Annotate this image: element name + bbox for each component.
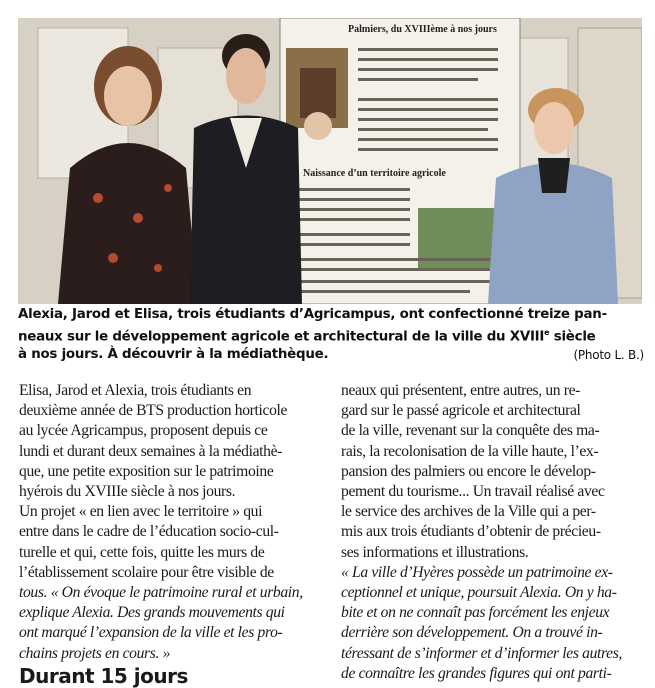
article-line: mis aux trois étudiants d’obtenir de précieu-	[341, 523, 601, 541]
photo-credit: (Photo L. B.)	[573, 348, 644, 363]
article-line: turelle et qui, cette fois, quitte les murs de	[19, 543, 265, 561]
article-line: de la ville, revenant sur la conquête des ma-	[341, 422, 600, 440]
article-line: téressant de s’informer et d’informer les autres,	[341, 644, 622, 662]
article-line: gard sur le passé agricole et architectural	[341, 402, 581, 420]
article-line: tous. « On évoque le patrimoine rural et urbain,	[19, 584, 303, 602]
article-line: deuxième année de BTS production horticole	[19, 402, 288, 420]
article-line: lundi et durant deux semaines à la médiathè-	[19, 442, 283, 460]
article-line: bite et on ne connaît pas forcément les enjeux	[341, 604, 610, 622]
article-line: ses informations et illustrations.	[341, 543, 529, 561]
article-line: pement du tourisme... Un travail réalisé avec	[341, 483, 605, 501]
photo-caption	[18, 306, 644, 364]
caption-line-2: neaux sur le développement agricole et architectural de la ville du XVIIIe siècle	[18, 328, 596, 345]
poster-heading: Palmiers, du XVIIIème à nos jours	[348, 24, 497, 35]
article-line: pansion des palmiers ou encore le dévelop-	[341, 462, 596, 480]
article-line: derrière son développement. On a trouvé in-	[341, 624, 603, 642]
article-line: de connaître les grandes figures qui ont parti-	[341, 664, 612, 682]
article-photo	[18, 18, 642, 304]
article-line: Elisa, Jarod et Alexia, trois étudiants en	[19, 382, 252, 399]
article-column-right	[341, 381, 645, 684]
article-line: au lycée Agricampus, proposent depuis ce	[19, 422, 268, 440]
caption-line-1: Alexia, Jarod et Elisa, trois étudiants d’Agricampus, ont confectionné treize pan-	[18, 307, 607, 322]
article-line: explique Alexia. Des grands mouvements qui	[19, 604, 285, 622]
article-line: que, une petite exposition sur le patrimoine	[19, 462, 274, 480]
article-line: « La ville d’Hyères possède un patrimoine ex-	[341, 563, 613, 581]
article-subheading: Durant 15 jours	[19, 664, 188, 688]
article-line: Un projet « en lien avec le territoire » qui	[19, 503, 263, 521]
article-line: entre dans le cadre de l’éducation socio-cul-	[19, 523, 279, 541]
photo-scene	[18, 18, 642, 304]
article-line: l’établissement scolaire pour être visible de	[19, 563, 274, 581]
article-line: le service des archives de la Ville qui a per-	[341, 503, 596, 521]
article-column-left	[19, 381, 323, 664]
caption-line-3: à nos jours. À découvrir à la médiathèque.	[18, 347, 329, 363]
article-line: rais, la recolonisation de la ville haute, l’ex-	[341, 442, 599, 460]
article-line: hyérois du XVIIIe siècle à nos jours.	[19, 483, 236, 501]
article-line: neaux qui présentent, entre autres, un re-	[341, 382, 581, 399]
article-line: ont marqué l’expansion de la ville et les pro-	[19, 624, 283, 642]
poster-section-title: Naissance d’un territoire agricole	[303, 168, 446, 179]
article-line: chains projets en cours. »	[19, 644, 171, 662]
article-line: ceptionnel et unique, poursuit Alexia. On y ha-	[341, 584, 617, 602]
